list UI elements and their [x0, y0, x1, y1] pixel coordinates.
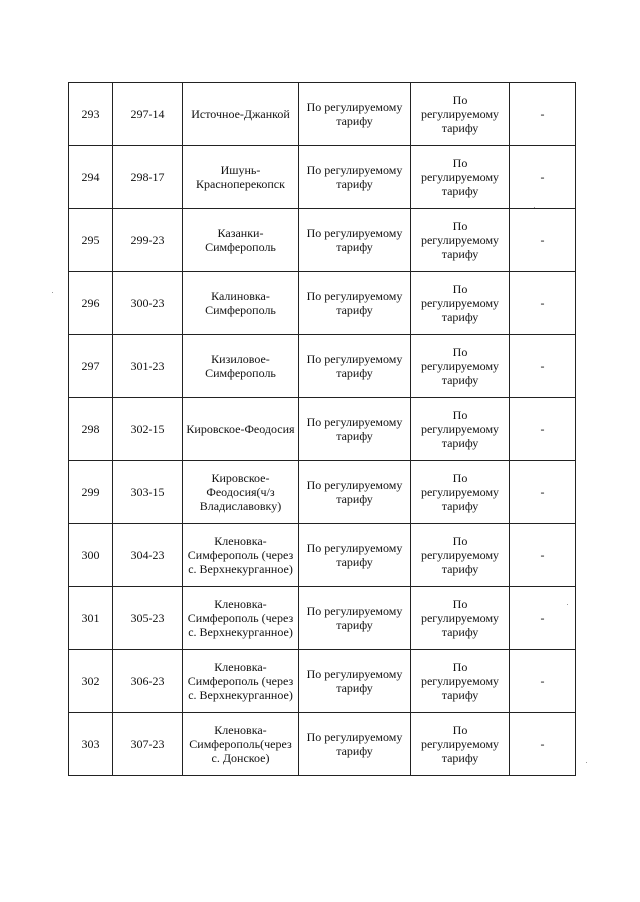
table-row — [69, 398, 576, 461]
route-name-cell: Кировское-Феодосия(ч/з Владиславовку) — [183, 461, 299, 524]
table-row — [69, 713, 576, 776]
row-number-cell: 295 — [69, 209, 113, 272]
transport-mode-cell: По регулируемому тарифу — [299, 461, 411, 524]
extra-cell: - — [510, 335, 576, 398]
tariff-cell: По регулируемому тарифу — [411, 209, 510, 272]
extra-cell: - — [510, 587, 576, 650]
table-row — [69, 524, 576, 587]
table-row — [69, 272, 576, 335]
extra-cell: - — [510, 524, 576, 587]
extra-cell: - — [510, 146, 576, 209]
route-code-cell: 306-23 — [113, 650, 183, 713]
row-number-cell: 303 — [69, 713, 113, 776]
transport-mode-cell: По регулируемому тарифу — [299, 83, 411, 146]
row-number-cell: 296 — [69, 272, 113, 335]
route-code-cell: 304-23 — [113, 524, 183, 587]
route-code-cell: 298-17 — [113, 146, 183, 209]
route-code-cell: 301-23 — [113, 335, 183, 398]
route-name-cell: Ишунь-Красноперекопск — [183, 146, 299, 209]
tariff-cell: По регулируемому тарифу — [411, 461, 510, 524]
transport-mode-cell: По регулируемому тарифу — [299, 398, 411, 461]
route-name-cell: Кленовка-Симферополь (через с. Верхнекурганное) — [183, 650, 299, 713]
route-name-cell: Источное-Джанкой — [183, 83, 299, 146]
route-code-cell: 305-23 — [113, 587, 183, 650]
extra-cell: - — [510, 461, 576, 524]
route-code-cell: 303-15 — [113, 461, 183, 524]
table-row — [69, 146, 576, 209]
routes-table — [68, 82, 576, 776]
route-code-cell: 299-23 — [113, 209, 183, 272]
extra-cell: - — [510, 209, 576, 272]
route-name-cell: Кировское-Феодосия — [183, 398, 299, 461]
transport-mode-cell: По регулируемому тарифу — [299, 209, 411, 272]
transport-mode-cell: По регулируемому тарифу — [299, 650, 411, 713]
route-code-cell: 302-15 — [113, 398, 183, 461]
tariff-cell: По регулируемому тарифу — [411, 335, 510, 398]
extra-cell: - — [510, 650, 576, 713]
transport-mode-cell: По регулируемому тарифу — [299, 587, 411, 650]
route-name-cell: Кленовка-Симферополь (через с. Верхнекурганное) — [183, 524, 299, 587]
scan-speck — [52, 292, 53, 293]
transport-mode-cell: По регулируемому тарифу — [299, 272, 411, 335]
table-row — [69, 335, 576, 398]
extra-cell: - — [510, 83, 576, 146]
table-row — [69, 587, 576, 650]
row-number-cell: 297 — [69, 335, 113, 398]
route-name-cell: Кизиловое-Симферополь — [183, 335, 299, 398]
tariff-cell: По регулируемому тарифу — [411, 83, 510, 146]
route-code-cell: 300-23 — [113, 272, 183, 335]
row-number-cell: 299 — [69, 461, 113, 524]
transport-mode-cell: По регулируемому тарифу — [299, 146, 411, 209]
transport-mode-cell: По регулируемому тарифу — [299, 335, 411, 398]
table-row — [69, 650, 576, 713]
row-number-cell: 293 — [69, 83, 113, 146]
table-row — [69, 83, 576, 146]
scan-speck — [534, 207, 535, 208]
route-name-cell: Кленовка-Симферополь (через с. Верхнекурганное) — [183, 587, 299, 650]
extra-cell: - — [510, 272, 576, 335]
transport-mode-cell: По регулируемому тарифу — [299, 713, 411, 776]
route-code-cell: 297-14 — [113, 83, 183, 146]
scan-speck — [586, 762, 587, 763]
table-row — [69, 209, 576, 272]
row-number-cell: 301 — [69, 587, 113, 650]
tariff-cell: По регулируемому тарифу — [411, 146, 510, 209]
extra-cell: - — [510, 713, 576, 776]
row-number-cell: 294 — [69, 146, 113, 209]
transport-mode-cell: По регулируемому тарифу — [299, 524, 411, 587]
tariff-cell: По регулируемому тарифу — [411, 713, 510, 776]
tariff-cell: По регулируемому тарифу — [411, 524, 510, 587]
row-number-cell: 298 — [69, 398, 113, 461]
route-name-cell: Калиновка-Симферополь — [183, 272, 299, 335]
table-row — [69, 461, 576, 524]
tariff-cell: По регулируемому тарифу — [411, 272, 510, 335]
extra-cell: - — [510, 398, 576, 461]
route-name-cell: Кленовка-Симферополь(через с. Донское) — [183, 713, 299, 776]
route-code-cell: 307-23 — [113, 713, 183, 776]
route-name-cell: Казанки-Симферополь — [183, 209, 299, 272]
scan-speck — [567, 604, 568, 605]
tariff-cell: По регулируемому тарифу — [411, 587, 510, 650]
tariff-cell: По регулируемому тарифу — [411, 650, 510, 713]
row-number-cell: 300 — [69, 524, 113, 587]
tariff-cell: По регулируемому тарифу — [411, 398, 510, 461]
row-number-cell: 302 — [69, 650, 113, 713]
